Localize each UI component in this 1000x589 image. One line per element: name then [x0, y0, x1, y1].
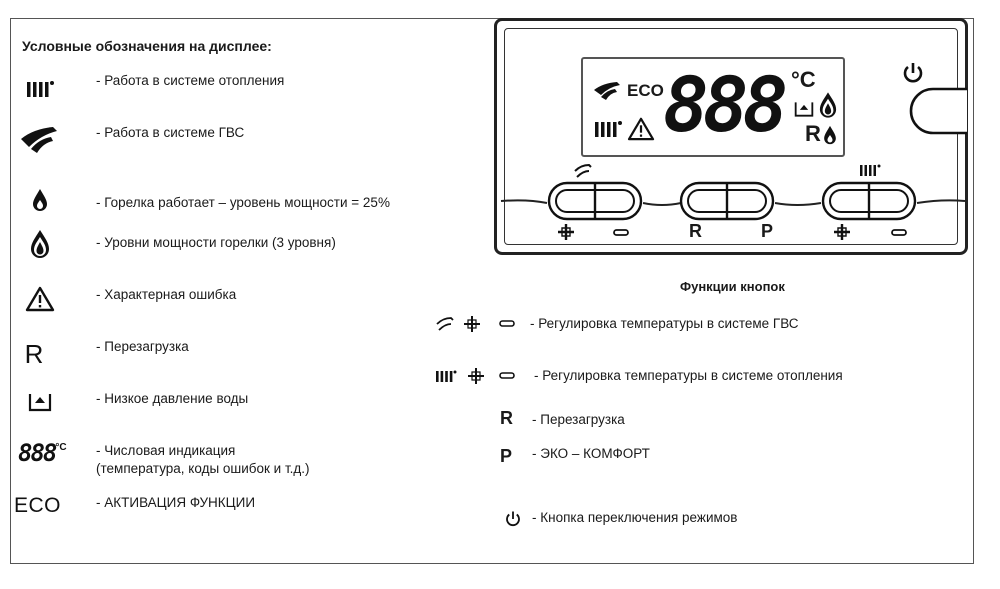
- lcd-reset: R: [805, 121, 821, 146]
- legend-text: - АКТИВАЦИЯ ФУНКЦИИ: [96, 495, 256, 510]
- function-row-reset: [500, 408, 800, 434]
- heating-minus-icon: [891, 229, 907, 237]
- legend-item-low-pressure: [0, 384, 470, 424]
- legend-text: - Низкое давление воды: [96, 391, 249, 406]
- function-text: - Регулировка температуры в системе отопления: [534, 368, 843, 383]
- dhw-minus-icon: [613, 229, 629, 237]
- legend-text: - Работа в системе ГВС: [96, 125, 245, 140]
- low-pressure-icon: [793, 99, 815, 119]
- legend-item-heating: [0, 66, 470, 106]
- reset-icon: R: [500, 408, 513, 428]
- legend-item-eco: [0, 490, 470, 530]
- flame-levels-icon: [18, 228, 62, 260]
- reset-button-label: R: [689, 221, 702, 241]
- digits-icon: [18, 438, 82, 468]
- lcd-digits: 888: [663, 60, 783, 149]
- function-text: - Перезагрузка: [532, 412, 625, 427]
- legend-text: - Характерная ошибка: [96, 287, 237, 302]
- legend-item-burner-levels: [0, 226, 470, 266]
- function-text: - Регулировка температуры в системе ГВС: [530, 316, 799, 331]
- lcd-display: [581, 57, 845, 157]
- function-row-eco-comfort: [500, 444, 800, 470]
- tap-icon: [593, 79, 623, 101]
- lcd-unit: °C: [791, 67, 816, 92]
- heating-radiator-label-icon: [859, 163, 881, 177]
- legend-text: - Работа в системе отопления: [96, 73, 285, 88]
- function-row-heating: [434, 366, 894, 392]
- lcd-eco: ECO: [627, 81, 664, 100]
- warning-icon: [627, 117, 655, 141]
- dhw-plus-icon: [557, 223, 575, 241]
- control-panel: [494, 18, 968, 255]
- functions-title: Функции кнопок: [680, 279, 785, 294]
- flame-small-icon: [18, 186, 62, 214]
- digits-glyph: 888: [18, 439, 56, 467]
- power-icon: [901, 61, 925, 85]
- function-row-dhw: [434, 314, 894, 340]
- unit-glyph: °C: [55, 442, 67, 453]
- legend-text-line2: (температура, коды ошибок и т.д.): [96, 461, 310, 476]
- flame-small-icon: [823, 125, 837, 145]
- radiator-adjust-icon: [434, 366, 518, 386]
- legend-item-reset: [0, 334, 470, 374]
- eco-icon: ECO: [14, 494, 62, 517]
- tap-icon: [18, 122, 62, 156]
- heating-button[interactable]: [821, 181, 917, 221]
- legend-item-burner: [0, 184, 470, 224]
- legend-item-numeric: [0, 438, 470, 482]
- tap-adjust-icon: [434, 314, 518, 334]
- legend-text-line1: - Числовая индикация: [96, 443, 236, 458]
- legend-title: Условные обозначения на дисплее:: [22, 38, 272, 54]
- dhw-button[interactable]: [547, 181, 643, 221]
- function-text: - Кнопка переключения режимов: [532, 510, 738, 525]
- function-text: - ЭКО – КОМФОРТ: [532, 446, 650, 461]
- warning-icon: [18, 284, 62, 314]
- power-button[interactable]: [909, 87, 967, 135]
- legend-item-dhw: [0, 118, 470, 158]
- low-pressure-icon: [18, 388, 62, 416]
- flame-levels-icon: [819, 91, 837, 119]
- eco-comfort-icon: P: [500, 446, 513, 466]
- radiator-icon: [593, 119, 623, 139]
- legend-text: - Горелка работает – уровень мощности = 25%: [96, 195, 390, 210]
- function-row-mode: [504, 508, 804, 534]
- dhw-tap-label-icon: [573, 163, 593, 179]
- radiator-icon: [18, 76, 62, 102]
- reset-icon: R: [24, 338, 44, 369]
- eco-comfort-button-label: P: [761, 221, 774, 241]
- legend-item-error: [0, 280, 470, 320]
- heating-plus-icon: [833, 223, 851, 241]
- power-icon: [504, 510, 522, 528]
- legend-text: - Уровни мощности горелки (3 уровня): [96, 235, 336, 250]
- legend-text: - Перезагрузка: [96, 339, 189, 354]
- reset-eco-button[interactable]: [679, 181, 775, 221]
